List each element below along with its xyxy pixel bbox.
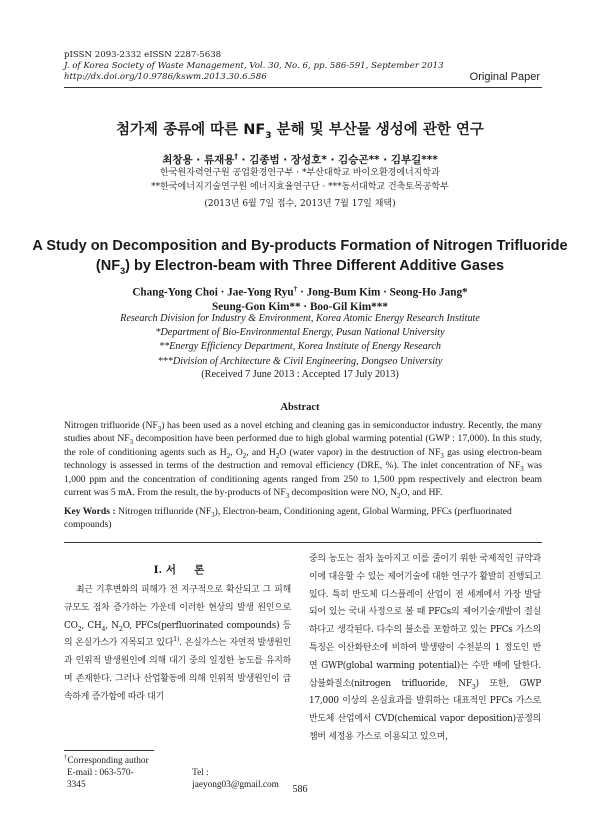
abstract-text: decomposition have been performed due to high global warming potential (GWP : 17,000). In this study, the role of conditioning agents such as H: [64, 433, 542, 458]
korean-affiliations: [0, 167, 600, 212]
abstract-subscript: 2: [397, 492, 401, 500]
page-number: 586: [292, 784, 308, 795]
body-text: , CH: [81, 620, 102, 631]
abstract-subscript: 3: [285, 492, 290, 500]
abstract-subscript: 3: [520, 466, 524, 474]
footnote-email: E-mail : 063-570-3345: [67, 768, 134, 790]
abstract-subscript: 3: [129, 439, 134, 447]
abstract-divider: [64, 542, 542, 543]
footnote-corresponding: [64, 755, 294, 767]
abstract-text: O (water vapor) in the destruction of NF: [279, 446, 441, 458]
right-column: [309, 551, 541, 747]
korean-authors-text: 최창용 · 류재용: [162, 154, 235, 166]
korean-affiliation-1: 한국원자력연구원 공업환경연구부 · *부산대학교 바이오환경에너지학과: [160, 168, 440, 178]
english-authors: [0, 282, 600, 314]
korean-authors-rest: · 김종범 · 장성호* · 김승곤** · 김부길***: [237, 154, 438, 166]
korean-received-date: (2013년 6월 7일 접수, 2013년 7월 17일 채택): [204, 199, 396, 209]
corresponding-mark: †: [234, 152, 238, 161]
abstract-subscript: 3: [157, 425, 162, 433]
abstract-text: was 1,000 ppm and the concentration of conditioning agents ranged from 250 to 1,500 ppm respectively and electron beam current was 5 mA. From the result, the by-products of NF: [64, 460, 542, 499]
abstract-subscript: 2: [226, 452, 231, 460]
footnote-divider: [64, 750, 154, 751]
abstract-text: decomposition were NO, N: [289, 487, 398, 499]
intro-paragraph-continued: [309, 551, 541, 747]
journal-header: [64, 50, 444, 83]
abstract-subscript: 3: [440, 452, 444, 460]
keywords-label: Key Words :: [64, 506, 118, 517]
section-heading-introduction: I. 서 론: [153, 564, 205, 576]
footnote-mark: †: [64, 753, 68, 761]
abstract-heading: Abstract: [280, 402, 320, 413]
keywords-text-rest: ), Electron-beam, Conditioning agent, Global Warming, PFCs (perfluorinated compounds): [64, 506, 512, 531]
english-affiliation-2: *Department of Bio-Environmental Energy, Pusan National University: [155, 327, 445, 339]
body-subscript: 2: [77, 624, 82, 633]
english-title: [30, 236, 570, 281]
abstract-text: , O: [230, 446, 243, 458]
english-authors-rest: · Jong-Bum Kim · Seong-Ho Jang*: [297, 286, 468, 299]
keywords-subscript: 3: [211, 511, 215, 519]
english-affiliation-1: Research Division for Industry & Environment, Korea Atomic Energy Research Institute: [120, 313, 480, 324]
body-text: . 온실가스는 자연적 발생원인과 인위적 발생원인에 의해 대기 중의 일정한 농도를 유지하며 존재한다. 그러나 산업활동에 의해 인위적 발생원인이 급속하게 증가함에 따라 대기: [64, 638, 292, 702]
english-affiliation-4: ***Division of Architecture & Civil Engineering, Dongseo University: [157, 355, 443, 367]
intro-paragraph-1: [64, 582, 291, 707]
abstract-body: [64, 419, 542, 499]
body-text: , N: [105, 620, 119, 631]
abstract-text: Nitrogen trifluoride (NF: [64, 420, 158, 431]
english-title-line-2-text: (NF: [95, 258, 121, 274]
english-authors-text: Chang-Yong Choi · Jae-Yong Ryu: [132, 286, 294, 299]
korean-title-text: 첨가제 종류에 따른 NF: [116, 122, 266, 138]
journal-citation: J. of Korea Society of Waste Management, Vol. 30, No. 6, pp. 586-591, September 2013: [64, 61, 444, 71]
english-received-date: (Received 7 June 2013 : Accepted 17 July 2013): [201, 369, 399, 380]
body-text: 최근 기후변화의 피해가 전 지구적으로 확산되고 그 피해규모도 점차 증가하는 가운데 이러한 현상의 발생 원인으로 CO: [64, 585, 291, 631]
body-subscript: 2: [118, 624, 123, 633]
keywords: [64, 505, 542, 532]
reference-mark[interactable]: 1): [173, 635, 180, 644]
body-text: 중의 농도는 점차 높아지고 이를 줄이기 위한 국제적인 규약과 이에 대응할 수 있는 제어기술에 대한 연구가 활발히 진행되고 있다. 특히 반도체 디스플레이 산업이 전 세계에서 가장 발달되어 있는 국내 사정으로 볼 때 PFCs의 제어기술개발이 절실하다고 생각된다. 다수의 불소를 포함하고 있는 PFCs 가스의 특징은 이산화탄소에 비하여 발생량이 수천분의 1 정도인 반면 GWP(global warming potential)는 수만 배에 달한다. 삼불화질소(nitrogen trifluoride, NF: [309, 554, 541, 689]
korean-title: [0, 118, 600, 141]
issn-line: pISSN 2093-2332 eISSN 2287-5638: [64, 50, 222, 60]
footnote-tel: Tel : jaeyong03@gmail.com: [192, 768, 279, 790]
body-subscript: 3: [471, 682, 476, 691]
english-title-subscript: 3: [120, 265, 126, 276]
keywords-text: Nitrogen trifluoride (NF: [117, 506, 212, 517]
article-type-badge: Original Paper: [469, 71, 540, 83]
english-corresponding-mark: †: [293, 284, 298, 293]
english-affiliations: [0, 312, 600, 369]
english-title-line-2-rest: ) by Electron-beam with Three Different Additive Gases: [125, 258, 505, 274]
korean-authors: [0, 152, 600, 167]
doi-link[interactable]: http://dx.doi.org/10.9786/kswm.2013.30.6.586: [64, 72, 267, 82]
abstract-text: , and H: [246, 446, 276, 458]
abstract-subscript: 2: [242, 452, 247, 460]
korean-title-subscript: 3: [265, 130, 272, 141]
body-text: ) 또한, GWP 17,000 이상의 온실효과를 발휘하는 대표적인 PFCs 가스로 반도체 산업에서 CVD(chemical vapor deposition)공정의 챔버 세정용 가스로 이용되고 있으며,: [309, 678, 541, 742]
korean-affiliation-2: **한국에너지기술연구원 에너지효율연구단 · ***동서대학교 건축토목공학부: [151, 181, 449, 192]
abstract-text: ) has been used as a novel etching and cleaning gas in semiconductor industry. Recently, the many studies about NF: [64, 420, 542, 445]
korean-title-text-rest: 분해 및 부산물 생성에 관한 연구: [271, 122, 484, 138]
english-title-line-1: A Study on Decomposition and By-products Formation of Nitrogen Trifluoride: [32, 238, 568, 254]
abstract-text: O, and HF.: [400, 487, 443, 499]
english-authors-line-2: Seung-Gon Kim** · Boo-Gil Kim***: [212, 300, 388, 313]
footnote-label: Corresponding author: [67, 756, 149, 766]
abstract-subscript: 2: [275, 452, 280, 460]
english-affiliation-3: **Energy Efficiency Department, Korea Institute of Energy Research: [159, 341, 441, 353]
body-text: O, PFCs(perfluorinated compounds) 등의 온실가스가 지목되고 있다: [64, 620, 291, 649]
abstract-text: gas using electron-beam technology is assessed in terms of the destruction and removal efficiency (DRE, %). The inlet concentration of NF: [64, 446, 542, 472]
left-column: [64, 582, 291, 707]
english-authors-line-1: [0, 282, 600, 300]
english-title-line-2: [30, 256, 570, 281]
header-divider: [64, 87, 542, 88]
body-subscript: 4: [101, 624, 106, 633]
